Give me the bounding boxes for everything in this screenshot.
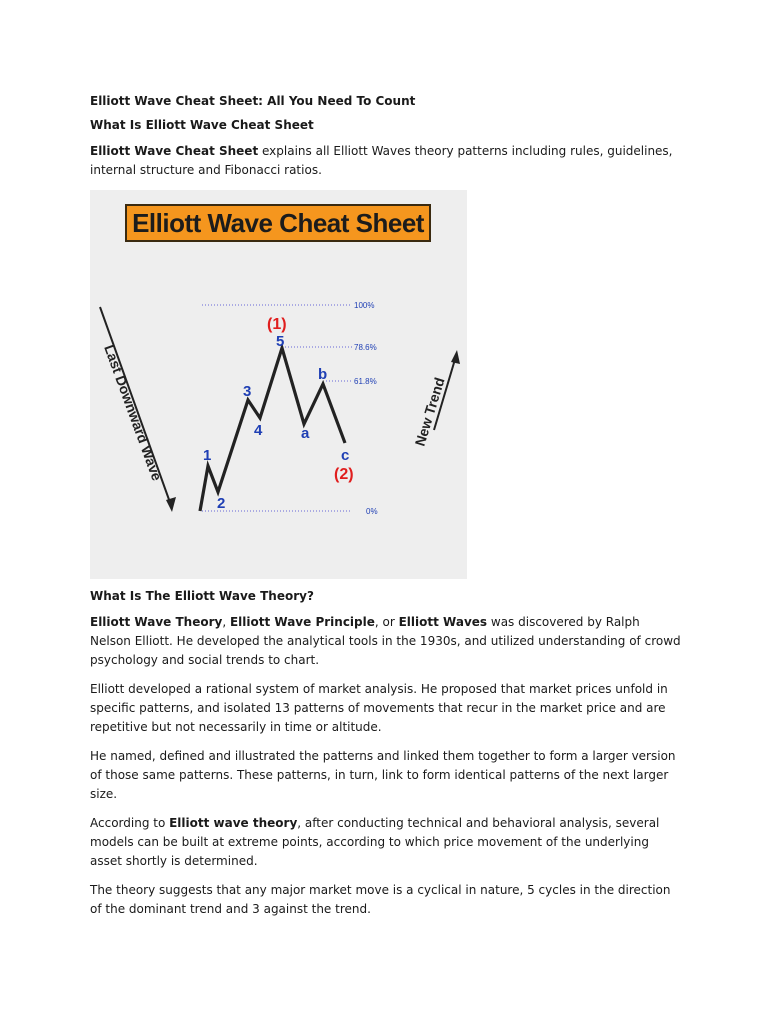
elliott-wave-figure bbox=[90, 190, 467, 579]
models-text: , after conducting technical and behavioral analysis, several models can be built at extreme points, according to which price movement of the underlying asset shortly is determined. bbox=[90, 816, 660, 868]
models-pre: According to bbox=[90, 816, 170, 830]
theory-text: was discovered by Ralph Nelson Elliott. He developed the analytical tools in the 1930s, and utilized understanding of crowd psychology and social trends to chart. bbox=[90, 615, 681, 667]
theory-bold-2: Elliott Wave Principle bbox=[229, 615, 375, 629]
new-trend-arrowhead bbox=[451, 350, 460, 364]
wave-label-2: 2 bbox=[217, 495, 226, 512]
last-downward-arrowhead bbox=[166, 497, 176, 512]
market-analysis-paragraph: Elliott developed a rational system of market analysis. He proposed that market prices unfold in specific patterns, and isolated 13 patterns of movements that recur in the market price and are repetitive but not necessarily in time or altitude. bbox=[90, 682, 668, 734]
document-title: Elliott Wave Cheat Sheet: All You Need To Count bbox=[90, 94, 416, 108]
last-downward-label: Last Downward Wave bbox=[101, 342, 166, 483]
degree-label-2: (2) bbox=[334, 466, 354, 483]
models-paragraph bbox=[90, 814, 682, 871]
wave-label-3: 3 bbox=[243, 383, 252, 400]
level-label-618: 61.8% bbox=[354, 377, 377, 386]
theory-sep-2: , or bbox=[374, 615, 399, 629]
banner-text: Elliott Wave Cheat Sheet bbox=[132, 207, 424, 238]
cycles-paragraph: The theory suggests that any major market move is a cyclical in nature, 5 cycles in the direction of the dominant trend and 3 against the trend. bbox=[90, 883, 671, 916]
level-label-100: 100% bbox=[354, 301, 375, 310]
intro-paragraph bbox=[90, 142, 682, 180]
theory-bold-3: Elliott Waves bbox=[398, 615, 488, 629]
heading-what-is-cheat-sheet: What Is Elliott Wave Cheat Sheet bbox=[90, 118, 314, 132]
theory-sep-1: , bbox=[222, 615, 230, 629]
level-label-786: 78.6% bbox=[354, 343, 377, 352]
models-bold: Elliott wave theory bbox=[169, 816, 298, 830]
theory-bold-1: Elliott Wave Theory bbox=[90, 615, 223, 629]
patterns-paragraph: He named, defined and illustrated the patterns and linked them together to form a larger version of those same patterns. These patterns, in turn, link to form identical patterns of the next larger size. bbox=[90, 749, 676, 801]
wave-label-c: c bbox=[341, 447, 350, 464]
degree-label-1: (1) bbox=[267, 316, 287, 333]
intro-bold: Elliott Wave Cheat Sheet bbox=[90, 144, 259, 158]
wave-label-5: 5 bbox=[276, 333, 285, 350]
wave-label-a: a bbox=[301, 425, 310, 442]
new-trend-label: New Trend bbox=[411, 375, 448, 448]
wave-diagram bbox=[90, 190, 467, 579]
wave-label-1: 1 bbox=[203, 447, 212, 464]
intro-text: explains all Elliott Waves theory patterns including rules, guidelines, internal structure and Fibonacci ratios. bbox=[90, 144, 673, 177]
level-label-0: 0% bbox=[366, 507, 378, 516]
heading-what-is-theory: What Is The Elliott Wave Theory? bbox=[90, 589, 314, 603]
wave-label-b: b bbox=[318, 366, 328, 383]
document-body bbox=[90, 94, 682, 919]
theory-paragraph bbox=[90, 613, 682, 670]
wave-label-4: 4 bbox=[254, 422, 263, 439]
